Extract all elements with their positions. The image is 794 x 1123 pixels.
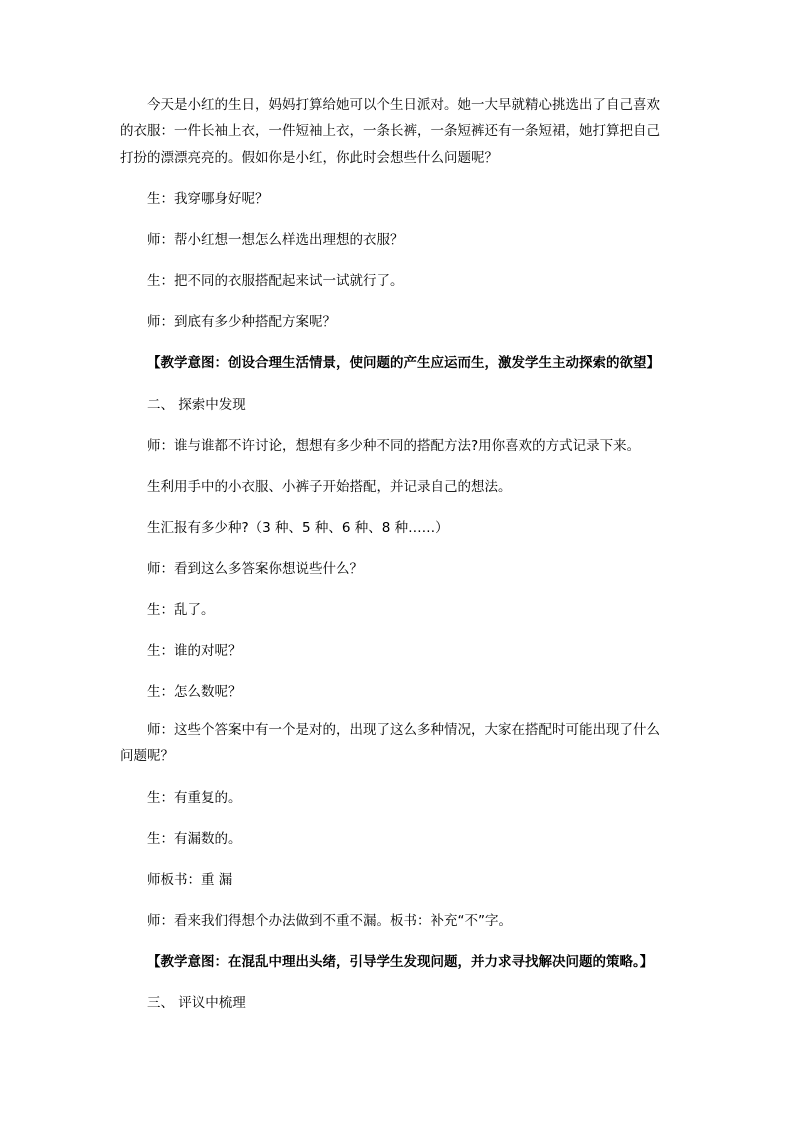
blackboard-line: 师板书：重 漏 (147, 872, 233, 888)
dialogue-line: 生：有重复的。 (147, 790, 242, 806)
para2-line-2: 问题呢？ (120, 748, 174, 764)
dialogue-line: 生利用手中的小衣服、小裤子开始搭配，并记录自己的想法。 (147, 479, 512, 495)
teaching-intent-2: 【教学意图：在混乱中理出头绪，引导学生发现问题，并力求寻找解决问题的策略。】 (147, 954, 654, 970)
dialogue-line: 师：到底有多少种搭配方案呢？ (147, 314, 336, 330)
intro-line-2: 的衣服：一件长袖上衣，一件短袖上衣，一条长裤，一条短裤还有一条短裙，她打算把自己 (120, 123, 660, 139)
dialogue-line: 师：看到这么多答案你想说些什么？ (147, 561, 363, 577)
dialogue-line: 生汇报有多少种?（3 种、5 种、6 种、8 种……） (147, 520, 449, 536)
dialogue-line: 生：怎么数呢？ (147, 684, 242, 700)
dialogue-line: 师：谁与谁都不许讨论，想想有多少种不同的搭配方法?用你喜欢的方式记录下来。 (147, 438, 641, 454)
dialogue-line: 师：看来我们得想个办法做到不重不漏。板书：补充“不”字。 (147, 913, 512, 929)
dialogue-line: 生：有漏数的。 (147, 831, 242, 847)
dialogue-line: 生：乱了。 (147, 602, 215, 618)
section-heading-2: 二、 探索中发现 (147, 397, 246, 413)
intro-line-1: 今天是小红的生日，妈妈打算给她可以个生日派对。她一大早就精心挑选出了自己喜欢 (147, 97, 660, 113)
teaching-intent-1: 【教学意图：创设合理生活情景，使问题的产生应运而生，激发学生主动探索的欲望】 (147, 355, 660, 371)
intro-line-3: 打扮的漂漂亮亮的。假如你是小红，你此时会想些什么问题呢？ (120, 150, 498, 166)
section-heading-3: 三、 评议中梳理 (147, 995, 246, 1011)
dialogue-line: 生：谁的对呢？ (147, 643, 242, 659)
dialogue-line: 师：帮小红想一想怎么样选出理想的衣服？ (147, 232, 404, 248)
dialogue-line: 生：把不同的衣服搭配起来试一试就行了。 (147, 273, 404, 289)
para2-line-1: 师：这些个答案中有一个是对的，出现了这么多种情况，大家在搭配时可能出现了什么 (147, 722, 660, 738)
dialogue-line: 生：我穿哪身好呢？ (147, 191, 269, 207)
